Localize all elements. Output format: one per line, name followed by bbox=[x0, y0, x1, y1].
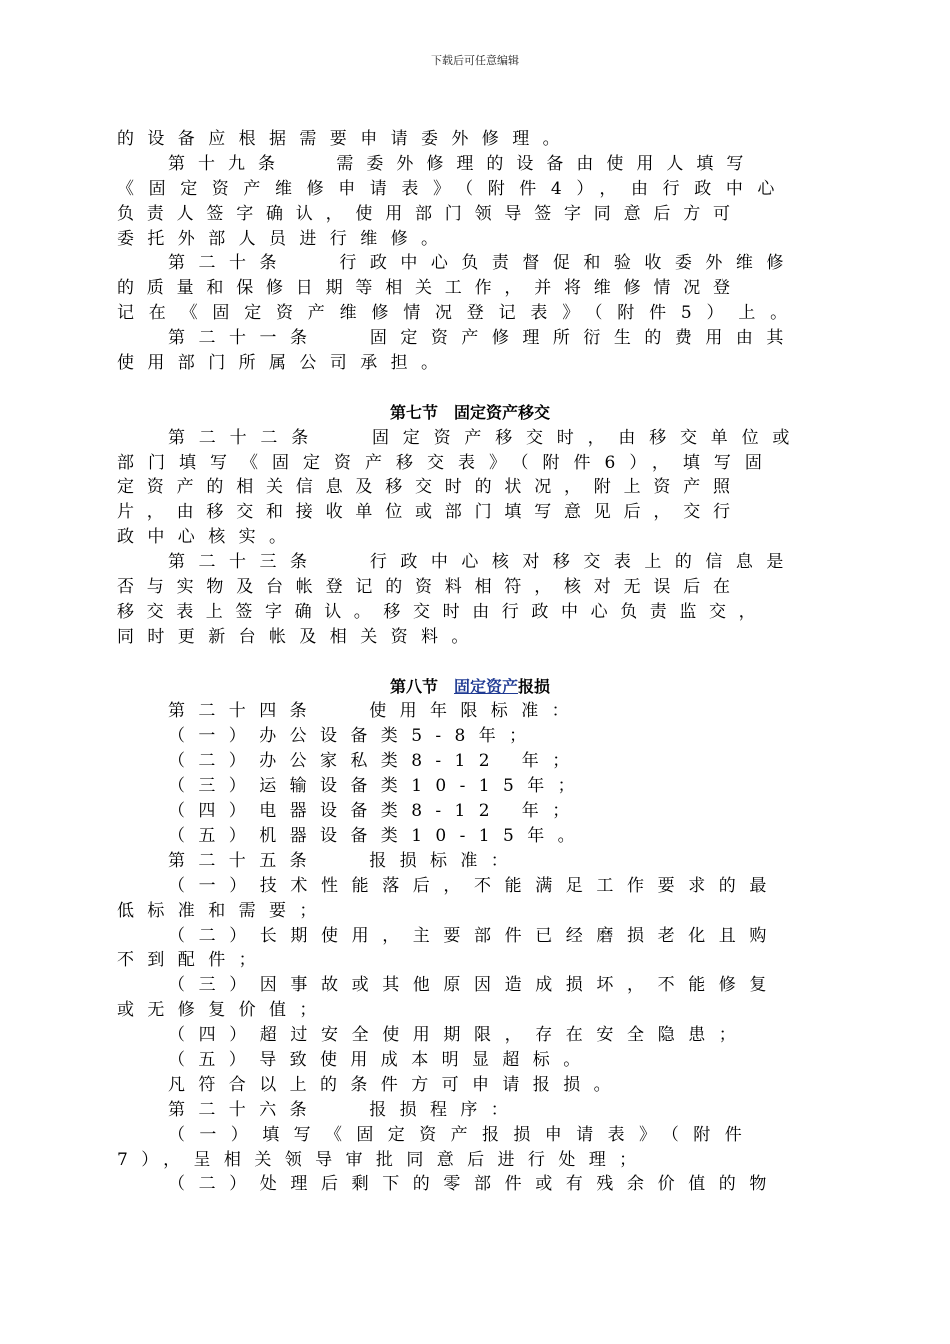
text-line: 《固定资产维修申请表》（附件4），由行政中心 bbox=[117, 178, 790, 199]
page-header: 下载后可任意编辑 bbox=[431, 54, 519, 67]
text-line: （一）技术性能落后，不能满足工作要求的最 bbox=[168, 875, 780, 896]
text-line: （二）长期使用，主要部件已经磨损老化且购 bbox=[168, 925, 780, 946]
text-line: 第二十四条 使用年限标准： bbox=[168, 701, 583, 722]
text-line: 移交表上签字确认。移交时由行政中心负责监交， bbox=[117, 601, 769, 622]
text-line: 记在《固定资产维修情况登记表》（附件5）上。 bbox=[117, 303, 802, 324]
text-line: 片，由移交和接收单位或部门填写意见后，交行 bbox=[117, 502, 743, 523]
text-line: （二）处理后剩下的零部件或有残余价值的物 bbox=[168, 1174, 780, 1195]
heading-link[interactable]: 固定资产 bbox=[453, 676, 518, 696]
text-line: （一）办公设备类5-8年； bbox=[168, 726, 540, 747]
heading-text: 第八节 bbox=[389, 676, 454, 696]
text-line: （四）电器设备类8-12 年； bbox=[168, 801, 583, 822]
text-line: 的设备应根据需要申请委外修理。 bbox=[117, 129, 573, 149]
text-line: 第二十条 行政中心负责督促和验收委外维修 bbox=[168, 253, 797, 274]
text-line: 第二十二条 固定资产移交时，由移交单位或 bbox=[168, 427, 804, 448]
text-line: 第二十六条 报损程序： bbox=[168, 1099, 522, 1120]
document-body bbox=[117, 127, 823, 1197]
text-line: 7），呈相关领导审批同意后进行处理； bbox=[117, 1149, 650, 1170]
text-line: 使用部门所属公司承担。 bbox=[117, 353, 452, 374]
text-line: 第二十三条 行政中心核对移交表上的信息是 bbox=[168, 552, 797, 573]
text-line: 同时更新台帐及相关资料。 bbox=[117, 626, 482, 647]
heading-text: 报损 bbox=[518, 676, 551, 696]
text-line: 第二十五条 报损标准： bbox=[168, 850, 522, 871]
section-heading bbox=[117, 675, 823, 700]
text-line: 不到配件； bbox=[117, 950, 269, 971]
blank-line bbox=[117, 376, 823, 401]
text-line: （四）超过安全使用期限，存在安全隐患； bbox=[168, 1025, 750, 1046]
text-line: 负责人签字确认，使用部门领导签字同意后方可 bbox=[117, 203, 743, 224]
text-line: （二）办公家私类8-12 年； bbox=[168, 751, 583, 772]
text-line: 委托外部人员进行维修。 bbox=[117, 228, 452, 249]
heading-text: 第七节 固定资产移交 bbox=[389, 402, 550, 422]
text-line: （一）填写《固定资产报损申请表》（附件 bbox=[168, 1124, 757, 1145]
text-line: 凡符合以上的条件方可申请报损。 bbox=[168, 1074, 624, 1095]
text-line: （五）机器设备类10-15年。 bbox=[168, 825, 589, 846]
text-line: 政中心核实。 bbox=[117, 527, 300, 548]
text-line: 或无修复价值； bbox=[117, 1000, 330, 1021]
text-line: （三）因事故或其他原因造成损坏，不能修复 bbox=[168, 975, 780, 996]
text-line: 部门填写《固定资产移交表》（附件6），填写固 bbox=[117, 452, 776, 473]
text-line: 的质量和保修日期等相关工作，并将维修情况登 bbox=[117, 278, 743, 299]
text-line: 否与实物及台帐登记的资料相符，核对无误后在 bbox=[117, 577, 743, 598]
section-heading bbox=[117, 401, 823, 426]
text-line: 第十九条 需委外修理的设备由使用人填写 bbox=[168, 153, 757, 174]
text-line: 第二十一条 固定资产修理所衍生的费用由其 bbox=[168, 328, 797, 349]
text-line: （五）导致使用成本明显超标。 bbox=[168, 1049, 594, 1070]
text-line: （三）运输设备类10-15年； bbox=[168, 776, 589, 797]
text-line: 定资产的相关信息及移交时的状况，附上资产照 bbox=[117, 477, 743, 498]
blank-line bbox=[117, 650, 823, 675]
text-line: 低标准和需要； bbox=[117, 900, 330, 921]
